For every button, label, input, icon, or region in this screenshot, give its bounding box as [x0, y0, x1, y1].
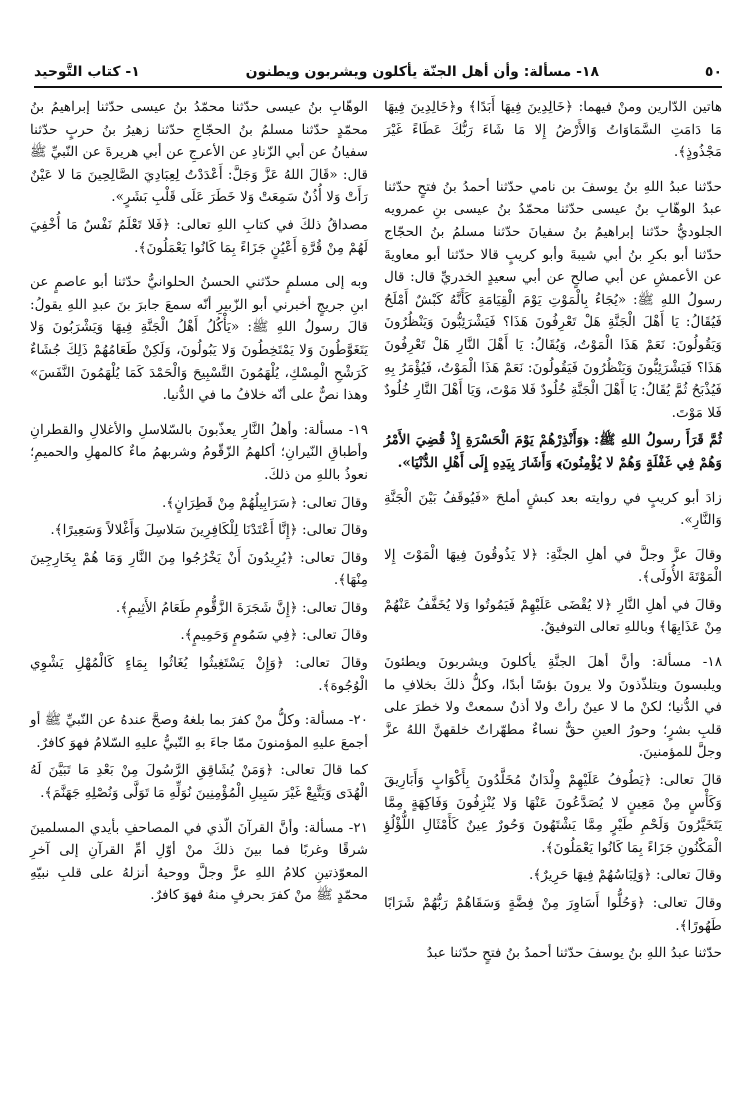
paragraph: كما قالَ تعالى: ﴿وَمَنْ يُشَاقِقِ الرَّسُولَ مِنْ بَعْدِ مَا تَبَيَّنَ لَهُ الْهُدَى وَيَتَّبِعْ غَيْرَ سَبِيلِ الْمُؤْمِنِينَ نُوَلِّهِ مَا تَوَلَّى وَنُصْلِهِ جَهَنَّمَ﴾. [30, 762, 368, 802]
paragraph: هاتين الدّارين ومنْ فيهما: ﴿خَالِدِينَ فِيهَا أَبَدًا﴾ و﴿خَالِدِينَ فِيهَا مَا دَامَتِ السَّمَاوَاتُ وَالأَرْضُ إِلا مَا شَاءَ رَبُّكَ عَطَاءً غَيْرَ مَجْذُوذٍ﴾. [384, 99, 722, 161]
section-title: ١٨- مسألة: وأن أهل الجنّة يأكلون ويشربون ويطنون [245, 64, 600, 80]
paragraph: وقالَ تعالى: ﴿إِنَّا أَعْتَدْنَا لِلْكَافِرِينَ سَلاسِلَ وَأَغْلالاً وَسَعِيرًا﴾. [50, 522, 368, 539]
paragraph: وقالَ تعالى: ﴿فِي سَمُومٍ وَحَمِيمٍ﴾. [180, 627, 368, 644]
paragraph: قالَ تعالى: ﴿يَطُوفُ عَلَيْهِمْ وِلْدَانٌ مُخَلَّدُونَ بِأَكْوَابٍ وَأَبَارِيقَ وَكَأْسٍ مِنْ مَعِينٍ لا يُصَدَّعُونَ عَنْهَا وَلا يُنْزِفُونَ وَفَاكِهَةٍ مِمَّا يَتَخَيَّرُونَ وَلَحْمِ طَيْرٍ مِمَّا يَشْتَهُونَ وَحُورٌ عِينٌ كَأَمْثَالِ اللُّؤْلُؤِ الْمَكْنُونِ جَزَاءً بِمَا كَانُوا يَعْمَلُونَ﴾. [384, 772, 722, 856]
paragraph: وقالَ تعالى: ﴿وَحُلُّوا أَسَاوِرَ مِنْ فِضَّةٍ وَسَقَاهُمْ رَبُّهُمْ شَرَابًا طَهُورًا﴾. [384, 895, 722, 934]
paragraph: وقالَ تعالى: ﴿يُرِيدُونَ أَنْ يَخْرُجُوا مِنَ النَّارِ وَمَا هُمْ بِخَارِجِينَ مِنْهَا﴾. [30, 549, 368, 589]
paragraph: حدّثنا عبدُ اللهِ بنُ يوسفَ حدّثنا أحمدُ بنُ فتحٍ حدّثنا عبدُ [426, 945, 722, 962]
header-rule [34, 86, 722, 88]
paragraph: وقالَ تعالى: ﴿إِنَّ شَجَرَةَ الزَّقُّومِ طَعَامُ الأَثِيمِ﴾. [115, 599, 368, 616]
paragraph: وقالَ تعالى: ﴿سَرَابِيلُهُمْ مِنْ قَطِرَانٍ﴾. [161, 494, 368, 511]
section-paragraph: ١٨- مسألة: وأنَّ أهلَ الجنَّةِ يأكلونَ ويشربونَ ويطئونَ ويلبسونَ ويتلذّذونَ ولا يرونَ بؤسًا أبدًا، وكلُّ ذلكَ بخلافِ ما في الدُّنيا؛ لكنْ ما لا عينٌ رأتْ ولا أذنٌ سمعتْ ولا خطرَ على قلبِ بشرٍ؛ وحورُ العينِ حقٌّ نساءٌ مطهّراتٌ خلقهنَّ اللهُ عزَّ وجلَّ للمؤمنينَ. [384, 654, 722, 761]
chapter-title: ١- كتاب التَّوحيد [34, 64, 140, 80]
running-header [34, 58, 722, 82]
paragraph: وبه إلى مسلمٍ حدّثني الحسنُ الحلوانيُّ حدّثنا أبو عاصمٍ عن ابنِ جريجٍ أخبرني أبو الزّبيرِ أنّه سمعَ جابرَ بنَ عبدِ اللهِ يقولُ: قالَ رسولُ اللهِ ﷺ: «يَأْكُلُ أَهْلُ الْجَنَّةِ فِيهَا وَيَشْرَبُونَ وَلا يَتَغَوَّطُونَ وَلا يَمْتَخِطُونَ وَلا يَبُولُونَ، وَلَكِنْ طَعَامُهُمْ ذَلِكَ جُشَاءٌ كَرَشْحِ الْمِسْكِ، يُلْهَمُونَ التَّسْبِيحَ وَالْحَمْدَ كَمَا يُلْهَمُونَ النَّفَسَ» وهذا نصٌّ على أنّه خلافُ ما في الدُّنيا. [30, 274, 368, 404]
right-column [384, 96, 722, 970]
paragraph: حدّثنا عبدُ اللهِ بنُ يوسفَ بن نامي حدّثنا أحمدُ بنُ فتحٍ حدّثنا عبدُ الوهّابِ بنُ عيسى حدّثنا محمّدُ بنُ عيسى بنِ عمرويه الجلوديُّ حدّثنا إبراهيمُ بنُ سفيانَ حدّثنا مسلمُ بنُ الحجّاج حدّثنا أبو بكرِ بنُ أبي شيبةَ وأبو كريبٍ قالا حدّثنا أبو معاويةَ عن الأعمشِ عن أبي صالحٍ عن أبي سعيدٍ الخدريِّ قال: قال رسولُ اللهِ ﷺ: «يُجَاءُ بِالْمَوْتِ يَوْمَ الْقِيَامَةِ كَأَنَّهُ كَبْشٌ أَمْلَحُ فَيُقَالُ: يَا أَهْلَ الْجَنَّةِ هَلْ تَعْرِفُونَ هَذَا؟ فَيَشْرَئِبُّونَ وَيَنْظُرُونَ وَيَقُولُونَ: نَعَمْ هَذَا الْمَوْتُ، وَيُقَالُ: يَا أَهْلَ النَّارِ هَلْ تَعْرِفُونَ هَذَا؟ فَيَشْرَئِبُّونَ وَيَنْظُرُونَ فَيَقُولُونَ: نَعَمْ هَذَا الْمَوْتُ، فَيُؤْمَرُ بِهِ فَيُذْبَحُ ثُمَّ يُقَالُ: يَا أَهْلَ الْجَنَّةِ خُلُودٌ فَلا مَوْتَ، وَيَا أَهْلَ النَّارِ خُلُودٌ فَلا مَوْتَ. [384, 178, 722, 421]
left-column [30, 96, 368, 912]
paragraph: الوهّابِ بنُ عيسى حدّثنا محمّدُ بنُ عيسى حدّثنا إبراهيمُ بنُ محمّدٍ حدّثنا مسلمُ بنُ الحجّاجِ حدّثنا زهيرُ بنُ حربٍ حدّثنا سفيانُ عن أبي الزّنادِ عن الأعرجِ عن أبي هريرةَ عن النّبيِّ ﷺ قال: «قَالَ اللهُ عَزَّ وَجَلَّ: أَعْدَدْتُ لِعِبَادِيَ الصَّالِحِينَ مَا لا عَيْنٌ رَأَتْ وَلا أُذُنٌ سَمِعَتْ وَلا خَطَرَ عَلَى قَلْبِ بَشَرٍ». [30, 99, 368, 206]
paragraph: زادَ أبو كريبٍ في روايته بعد كبشٍ أملحَ «فَيُوقَفُ بَيْنَ الْجَنَّةِ وَالنَّارِ». [384, 489, 722, 529]
page-number: ٥٠ [704, 64, 722, 80]
paragraph: وقالَ عزَّ وجلَّ في أهلِ الجنَّةِ: ﴿لا يَذُوقُونَ فِيهَا الْمَوْتَ إِلا الْمَوْتَةَ الأُولَى﴾. [384, 546, 722, 586]
paragraph: وقالَ تعالى: ﴿وَلِبَاسُهُمْ فِيهَا حَرِيرٌ﴾. [528, 867, 722, 884]
section-paragraph: ٢٠- مسألة: وكلُّ منْ كفرَ بما بلغهُ وصحَّ عندهُ عن النّبيِّ ﷺ أو أجمعَ عليهِ المؤمنونَ ممّا جاءَ بهِ النّبيُّ عليهِ السّلامُ فهوَ كافرٌ. [30, 712, 368, 751]
paragraph: وقالَ في أهلِ النَّارِ ﴿لا يُقْضَى عَلَيْهِمْ فَيَمُوتُوا وَلا يُخَفَّفُ عَنْهُمْ مِنْ عَذَابِهَا﴾ وباللهِ تعالى التوفيقُ. [384, 596, 722, 636]
paragraph: مصداقُ ذلكَ في كتابِ اللهِ تعالى: ﴿فَلا تَعْلَمُ نَفْسٌ مَا أُخْفِيَ لَهُمْ مِنْ قُرَّةِ أَعْيُنٍ جَزَاءً بِمَا كَانُوا يَعْمَلُونَ﴾. [30, 216, 368, 256]
section-paragraph: ٢١- مسألة: وأنَّ القرآنَ الّذي في المصاحفِ بأيدي المسلمينَ شرقًا وغربًا فما بينَ ذلكَ منْ أوّلِ أمِّ القرآنِ إلى آخرِ المعوّذتينِ كلامُ اللهِ عزَّ وجلَّ ووحيهُ أنزلهُ على قلبِ نبيّهِ محمّدٍ ﷺ منْ كفرَ بحرفٍ منهُ فهوَ كافرٌ. [30, 819, 368, 904]
paragraph: وقالَ تعالى: ﴿وَإِنْ يَسْتَغِيثُوا يُغَاثُوا بِمَاءٍ كَالْمُهْلِ يَشْوِي الْوُجُوهَ﴾. [30, 655, 368, 694]
paragraph: ثُمَّ قَرَأَ رسولُ اللهِ ﷺ: ﴿وَأَنْذِرْهُمْ يَوْمَ الْحَسْرَةِ إِذْ قُضِيَ الأَمْرُ وَهُمْ فِي غَفْلَةٍ وَهُمْ لا يُؤْمِنُونَ﴾ وَأَشَارَ بِيَدِهِ إِلَى أَهْلِ الدُّنْيَا». [384, 432, 722, 471]
section-paragraph: ١٩- مسألة: وأهلُ النَّارِ يعذّبونَ بالسّلاسلِ والأغلالِ والقطرانِ وأطباقِ النّيرانِ؛ أكلهمُ الزّقّومُ وشربهمُ ماءٌ كالمهلِ والحميمِ؛ نعوذُ باللهِ من ذلكَ. [30, 421, 368, 483]
